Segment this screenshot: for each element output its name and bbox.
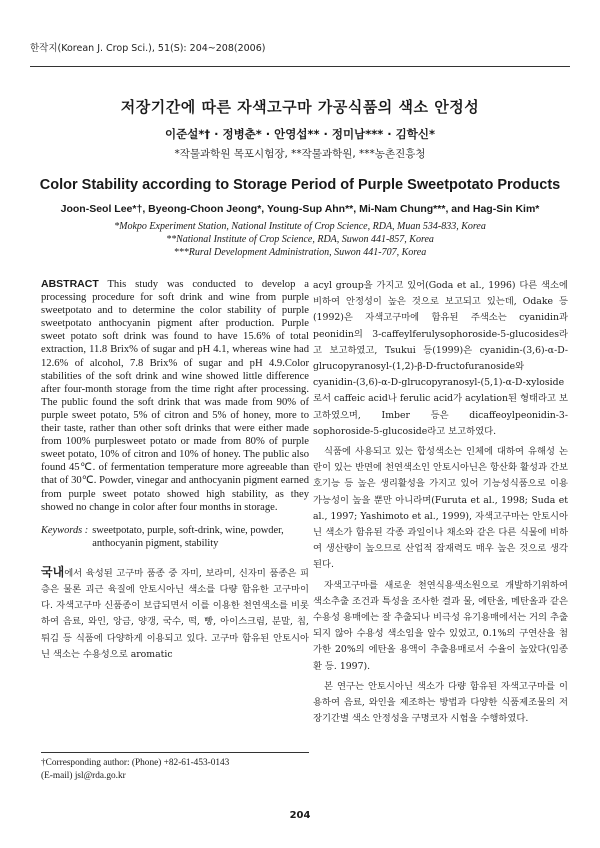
body-paragraph-1: acyl group을 가지고 있어(Goda et al., 1996) 다른 색소에 비하여 안정성이 높은 것으로 보고되고 있는데, Odake 등(1992)은 자색고구마에 함유된 주색소는 cyanidin과 peonidin의 3-caffeylferulysophoroside-5-glucosides라고 보고하였고, Tsukui 등(1999)은 cyanidin-(3,6)-α-D-glrucopyranosyl-(1,2)-β-D-fructofuranoside와 cyanidin-(3,6)-α-D-glrucopyranosyl-(5,1)-α-D-xyloside로서 caffeic acid나 ferulic acid가 acylation된 형태라고 보고하였으며, Imber 등은 dicaffeoylpeonidin-3-sophoroside-5-glucoside라고 보고하였다.: [313, 280, 568, 437]
keywords-text: sweetpotato, purple, soft-drink, wine, powder, anthocyanin pigment, stability: [92, 524, 284, 549]
corresponding-author-footnote: [41, 752, 309, 783]
english-title: Color Stability according to Storage Period of Purple Sweetpotato Products: [39, 177, 561, 193]
body-paragraph-3: 자색고구마를 새로운 천연식용색소원으로 개발하기위하여 색소추출 조건과 특성을 조사한 결과 물, 에탄올, 메탄올과 같은 수용성 용매에는 잘 추출되나 비극성 유기용매에서는 거의 추출되지 않아 수용성 색소임을 알수 있었고, 0.1%의 구연산을 첨가한 20%의 에탄올 용액이 추출용매로서 수율이 높았다(임종환 등. 1997).: [313, 579, 568, 672]
body-paragraph-4: 본 연구는 안토시아닌 색소가 다량 함유된 자색고구마를 이용하여 음료, 와인을 제조하는 방법과 다양한 식품제조물의 저장기간별 색소 안정성을 구명코자 시험을 수행하였다.: [313, 680, 568, 725]
abstract-label: ABSTRACT: [41, 278, 99, 290]
intro-paragraph-1: [41, 564, 309, 663]
english-authors: Joon-Seol Lee*†, Byeong-Choon Jeong*, Young-Sup Ahn**, Mi-Nam Chung***, and Hag-Sin Kim*: [60, 203, 540, 215]
body-paragraph-2: 식품에 사용되고 있는 합성색소는 인체에 대하여 유해성 논란이 있는 반면에 천연색소인 안토시아닌은 항산화 활성과 간보호기능 등 높은 생리활성을 가지고 있어 기능성식품으로 이용 가능성이 높을 뿐만 아니라며(Furuta et al., 1998; Suda et al., 1997; Yashimoto et al., 1999), 자색고구마는 안토시아닌 색소가 함유된 각종 과일이나 채소와 같은 다른 식물에 비하여 생산량이 높으므로 산업적 잠재력도 매우 높은 것으로 생각된다.: [313, 446, 568, 571]
english-affiliation-1: *Mokpo Experiment Station, National Institute of Crop Science, RDA, Muan 534-833, Korea: [114, 221, 486, 232]
journal-header: 한작지(Korean J. Crop Sci.), 51(S): 204~208(2006): [30, 43, 266, 54]
keywords: [41, 524, 309, 550]
left-column: [41, 278, 309, 663]
intro-lead-word: 국내: [41, 564, 65, 579]
korean-title: 저장기간에 따른 자색고구마 가공식품의 색소 안정성: [120, 98, 480, 116]
abstract-text: This study was conducted to develop a processing procedure for soft drink and wine from purple sweetpotato and to determine the color stability of purple sweetpotato anthocyanin pigment after production. Purple sweet potato soft drink was found to have 15.6% of total extraction, 11.8 Brix% of sugar and pH 4.1, whereas wine had 12.6% of alcohol, 7.8 Brix% of sugar and pH 4.9.Color stabilities of the soft drink and wine showed little difference after four-month storage from the time right after processing. The public found the soft drink that was made from 90% of purple sweet potato, 5% of citron and 5% of honey, more to their taste, rather than other soft drinks that were either made from 100% purplesweet potato or made from 80% of purple sweet potato, 10% of citron and 10% of honey. The public also found 45℃. of fermentation temperature more agreeable than that of 30℃. Powder, vinegar and anthocyanin pigment earned from purple sweet potato showed high stability, as they showed no change in color after four months in storage.: [41, 279, 309, 513]
footnote-email: (E-mail) jsl@rda.go.kr: [41, 771, 126, 781]
page-number: 204: [289, 810, 311, 821]
korean-affiliations: *작물과학원 목포시험장, **작물과학원, ***농촌진흥청: [174, 148, 426, 160]
intro-text: 에서 육성된 고구마 품종 중 자미, 보라미, 신자미 품종은 피층은 물론 괴근 육질에 안토시아닌 색소를 다량 함유한 고구마이다. 자색고구마 신품종이 보급되면서 이를 이용한 천연색소를 비롯하여 음료, 와인, 앙금, 양갱, 국수, 떡, 빵, 아이스크림, 분말, 칩, 튀김 등 식품에 다양하게 이용되고 있다. 고구마 함유된 안토시아닌 색소는 수용성으로 aromatic: [41, 567, 309, 660]
english-affiliation-3: ***Rural Development Administration, Suwon 441-707, Korea: [173, 247, 427, 258]
right-column: [313, 278, 568, 731]
abstract: [41, 278, 309, 514]
keywords-label: Keywords :: [41, 524, 89, 536]
english-affiliation-2: **National Institute of Crop Science, RDA, Suwon 441-857, Korea: [166, 234, 434, 245]
korean-authors: 이준설*† · 정병춘* · 안영섭** · 정미남*** · 김학신*: [165, 127, 435, 141]
header-rule: [30, 66, 570, 67]
footnote-phone: †Corresponding author: (Phone) +82-61-453-0143: [41, 758, 230, 768]
